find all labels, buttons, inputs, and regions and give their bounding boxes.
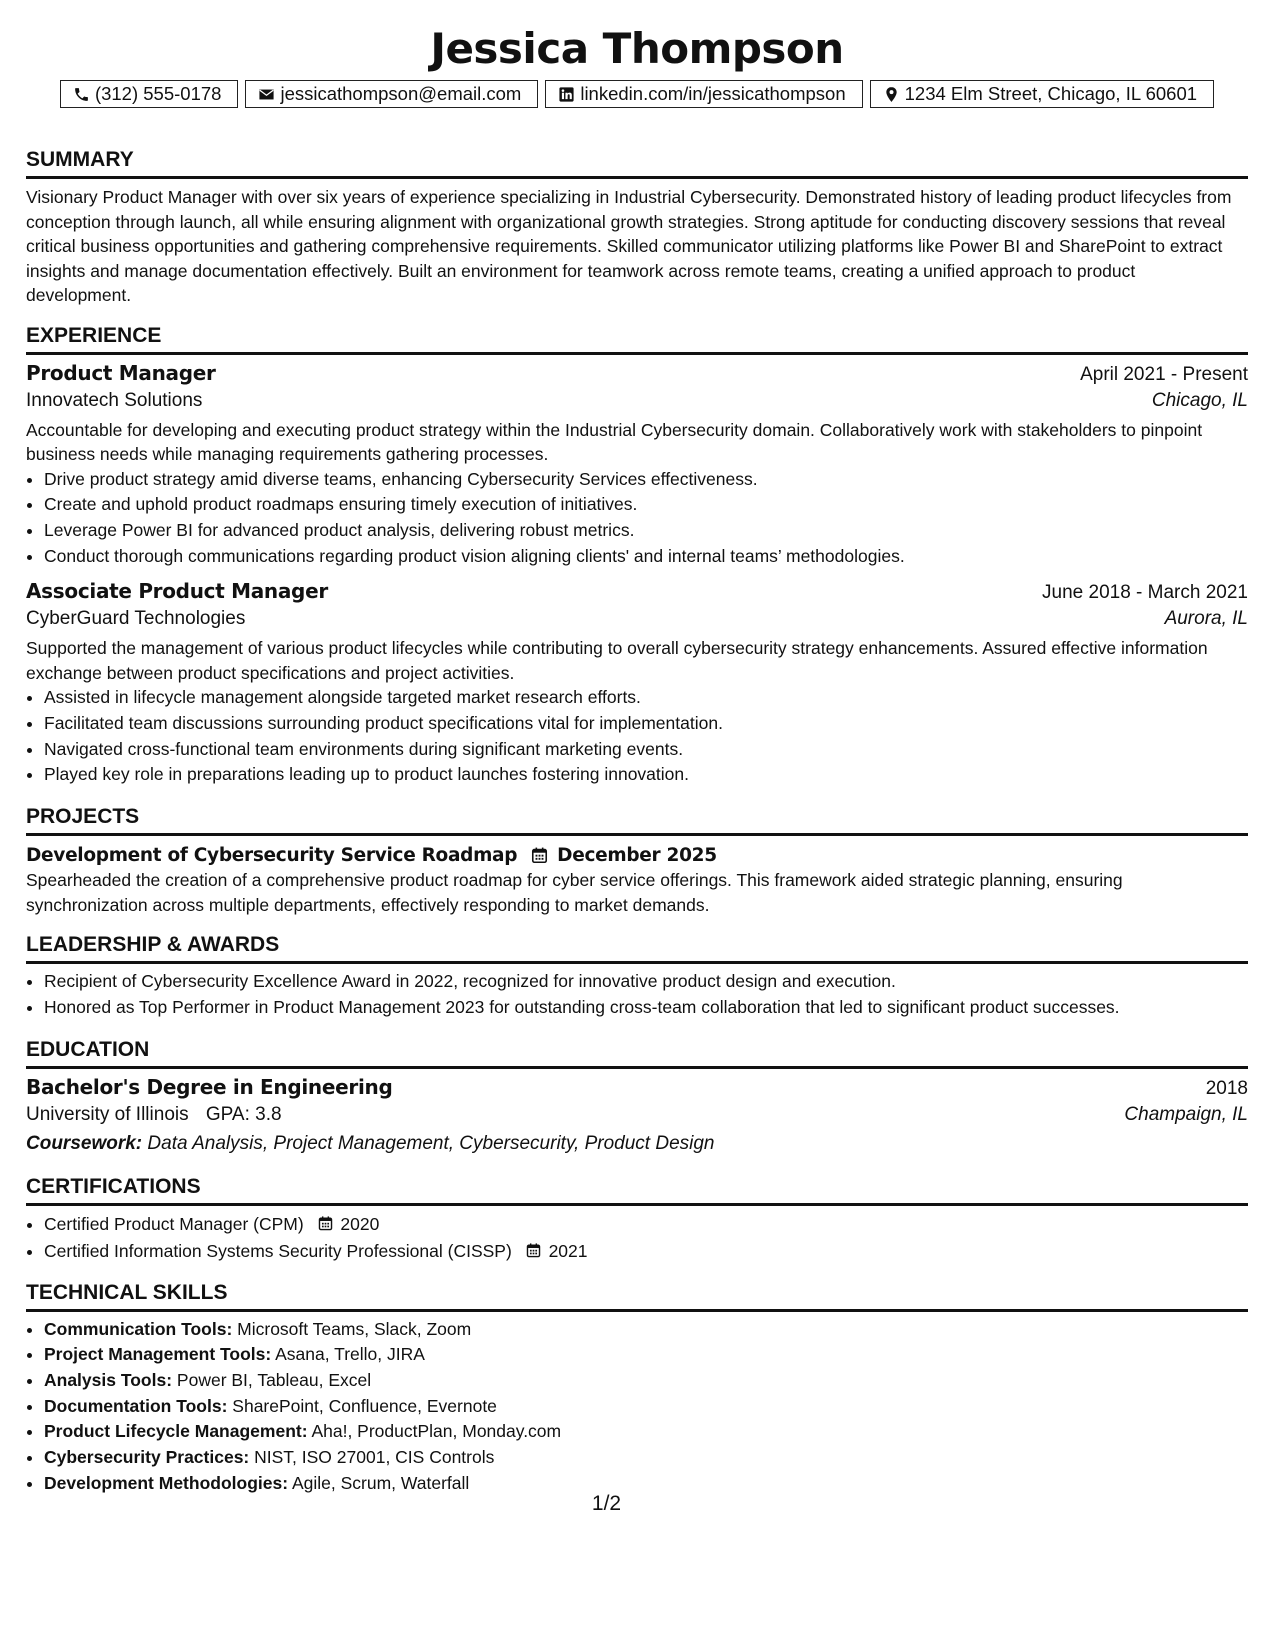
section-title-leadership: LEADERSHIP & AWARDS	[26, 932, 1248, 964]
job-entry	[26, 361, 1248, 570]
skills-list	[26, 1317, 1248, 1497]
list-item: • Drive product strategy amid diverse teams, enhancing Cybersecurity Services effectiveness.	[44, 467, 1248, 493]
list-item	[44, 1238, 1248, 1265]
summary-section	[26, 147, 1248, 308]
list-item: • Conduct thorough communications regarding product vision aligning clients' and internal teams’ methodologies.	[44, 544, 1248, 570]
list-item	[44, 1317, 1248, 1343]
certifications-list	[26, 1211, 1248, 1265]
section-title-projects: PROJECTS	[26, 804, 1248, 836]
job-entry	[26, 579, 1248, 788]
linkedin-text: linkedin.com/in/jessicathompson	[580, 83, 846, 104]
skill-value: NIST, ISO 27001, CIS Controls	[254, 1447, 495, 1468]
cert-name: Certified Product Manager (CPM)	[44, 1213, 304, 1234]
leadership-list	[26, 969, 1248, 1020]
gpa: GPA: 3.8	[205, 1103, 282, 1125]
list-item	[44, 1419, 1248, 1445]
skills-section	[26, 1280, 1248, 1497]
map-pin-icon	[883, 86, 900, 103]
skill-value: SharePoint, Confluence, Evernote	[232, 1395, 497, 1416]
skill-value: Microsoft Teams, Slack, Zoom	[237, 1318, 472, 1339]
education-section	[26, 1037, 1248, 1158]
skill-label: Project Management Tools:	[44, 1344, 272, 1365]
contact-bar	[26, 80, 1248, 108]
cert-year: 2021	[548, 1240, 588, 1261]
job-company: CyberGuard Technologies	[26, 608, 246, 630]
resume-page	[26, 18, 1248, 1496]
cert-year: 2020	[340, 1213, 380, 1234]
contact-phone[interactable]	[60, 80, 239, 108]
job-description: Supported the management of various product lifecycles while contributing to overall cybersecurity strategy enhancements. Assured effective information exchange between product specifications and project activities.	[26, 638, 1208, 683]
project-heading	[26, 845, 1248, 866]
skill-label: Product Lifecycle Management:	[44, 1421, 308, 1442]
list-item	[44, 1394, 1248, 1420]
skill-label: Cybersecurity Practices:	[44, 1447, 250, 1468]
section-title-experience: EXPERIENCE	[26, 323, 1248, 355]
school: University of Illinois	[26, 1103, 189, 1125]
envelope-icon	[258, 86, 275, 103]
list-item: • Assisted in lifecycle management alongside targeted market research efforts.	[44, 685, 1248, 711]
job-location: Aurora, IL	[1164, 608, 1248, 630]
section-title-skills: TECHNICAL SKILLS	[26, 1280, 1248, 1312]
calendar-icon	[525, 1242, 542, 1259]
list-item: • Facilitated team discussions surrounding product specifications vital for implementation.	[44, 711, 1248, 737]
list-item	[44, 1368, 1248, 1394]
skill-label: Analysis Tools:	[44, 1369, 173, 1390]
cert-name: Certified Information Systems Security Professional (CISSP)	[44, 1240, 512, 1261]
section-title-summary: SUMMARY	[26, 147, 1248, 179]
job-location: Chicago, IL	[1151, 389, 1248, 411]
project-name: Development of Cybersecurity Service Roadmap	[26, 845, 518, 867]
skill-label: Development Methodologies:	[44, 1472, 289, 1493]
coursework	[26, 1130, 1248, 1158]
school-location: Champaign, IL	[1124, 1103, 1248, 1125]
list-item: • Honored as Top Performer in Product Management 2023 for outstanding cross-team collaboration that led to significant product successes.	[44, 995, 1248, 1021]
experience-section	[26, 323, 1248, 789]
project-description: Spearheaded the creation of a comprehensive product roadmap for cyber service offerings. This framework aided strategic planning, ensuring synchronization across multiple departments, effectively responding to market demands.	[26, 870, 1123, 915]
section-title-education: EDUCATION	[26, 1037, 1248, 1069]
address-text: 1234 Elm Street, Chicago, IL 60601	[904, 83, 1198, 104]
phone-text: (312) 555-0178	[94, 83, 222, 104]
linkedin-icon	[558, 86, 575, 103]
job-dates: April 2021 - Present	[1080, 363, 1248, 385]
calendar-icon	[530, 846, 549, 865]
job-dates: June 2018 - March 2021	[1042, 582, 1248, 604]
project-date: December 2025	[557, 845, 717, 867]
certifications-section	[26, 1174, 1248, 1265]
coursework-label: Coursework:	[26, 1132, 143, 1154]
candidate-name: Jessica Thompson	[430, 24, 844, 73]
email-text: jessicathompson@email.com	[280, 83, 522, 104]
job-title: Associate Product Manager	[26, 579, 328, 604]
skill-value: Agile, Scrum, Waterfall	[291, 1472, 470, 1493]
phone-icon	[73, 86, 90, 103]
list-item: • Navigated cross-functional team environments during significant marketing events.	[44, 737, 1248, 763]
job-bullets	[26, 685, 1248, 788]
calendar-icon	[317, 1215, 334, 1232]
page-number: 1/2	[591, 1492, 622, 1515]
skill-value: Aha!, ProductPlan, Monday.com	[311, 1421, 562, 1442]
leadership-section	[26, 932, 1248, 1020]
job-company: Innovatech Solutions	[26, 389, 203, 411]
degree: Bachelor's Degree in Engineering	[26, 1074, 393, 1099]
contact-linkedin[interactable]	[545, 80, 862, 108]
skill-label: Communication Tools:	[44, 1318, 233, 1339]
list-item: • Leverage Power BI for advanced product analysis, delivering robust metrics.	[44, 518, 1248, 544]
contact-address[interactable]	[870, 80, 1214, 108]
coursework-list: Data Analysis, Project Management, Cybersecurity, Product Design	[147, 1132, 715, 1154]
skill-value: Power BI, Tableau, Excel	[176, 1369, 372, 1390]
summary-text: Visionary Product Manager with over six years of experience specializing in Industrial Cybersecurity. Demonstrated history of leading product lifecycles from conception through launch, all while ensuring alignment with organizational growth strategies. Strong aptitude for conducting discovery sessions that reveal critical business opportunities and gathering comprehensive requirements. Skilled communicator utilizing platforms like Power BI and SharePoint to extract insights and manage documentation effectively. Built an environment for teamwork across remote teams, creating a unified approach to product development.	[26, 187, 1232, 305]
contact-email[interactable]	[245, 80, 538, 108]
section-title-certifications: CERTIFICATIONS	[26, 1174, 1248, 1206]
list-item	[44, 1445, 1248, 1471]
job-description: Accountable for developing and executing product strategy within the Industrial Cybersecurity domain. Collaboratively work with stakeholders to pinpoint business needs while managing requirements gathering processes.	[26, 419, 1203, 464]
skill-label: Documentation Tools:	[44, 1395, 228, 1416]
list-item: • Recipient of Cybersecurity Excellence Award in 2022, recognized for innovative product design and execution.	[44, 969, 1248, 995]
list-item: • Create and uphold product roadmaps ensuring timely execution of initiatives.	[44, 492, 1248, 518]
list-item: • Played key role in preparations leading up to product launches fostering innovation.	[44, 762, 1248, 788]
graduation-year: 2018	[1205, 1077, 1248, 1099]
job-bullets	[26, 467, 1248, 570]
list-item	[44, 1211, 1248, 1238]
list-item	[44, 1342, 1248, 1368]
projects-section	[26, 804, 1248, 917]
skill-value: Asana, Trello, JIRA	[275, 1344, 425, 1365]
job-title: Product Manager	[26, 360, 216, 385]
